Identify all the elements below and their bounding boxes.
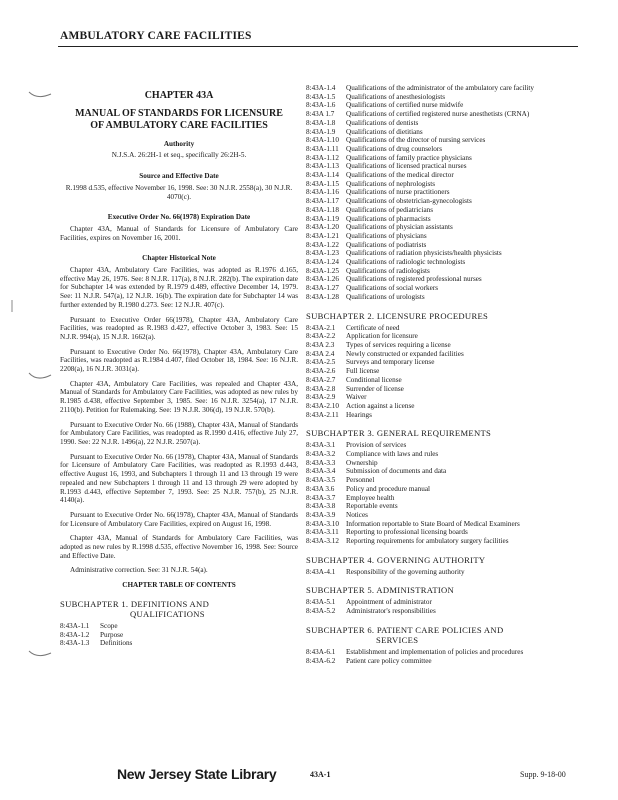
toc-entry <box>306 341 584 350</box>
chapter-title-line-1: MANUAL OF STANDARDS FOR LICENSURE <box>75 107 283 119</box>
chapter-number: CHAPTER 43A <box>144 90 214 101</box>
toc-entry <box>306 145 584 154</box>
section-number: 8:43A-1.9 <box>306 127 336 136</box>
section-number: 8:43A-3.9 <box>306 510 336 519</box>
toc-entry <box>306 528 584 537</box>
section-title: Action against a license <box>346 401 415 410</box>
history-heading: Chapter Historical Note <box>142 254 216 263</box>
toc-entry <box>306 206 584 215</box>
subchapter-4-heading: SUBCHAPTER 4. GOVERNING AUTHORITY <box>306 554 486 565</box>
running-header: AMBULATORY CARE FACILITIES <box>60 30 252 42</box>
toc-entry <box>306 367 584 376</box>
subchapter-5-list <box>306 598 584 615</box>
authority-text: N.J.S.A. 26:2H-1 et seq., specifically 26:2H-5. <box>111 151 247 160</box>
section-title: Employee health <box>346 493 395 502</box>
section-title: Certificate of need <box>346 323 400 332</box>
section-number: 8:43A-1.27 <box>306 284 339 293</box>
section-title: Patient care policy committee <box>346 656 432 665</box>
section-title: Purpose <box>100 630 124 639</box>
section-number: 8:43A-1.18 <box>306 205 339 214</box>
subchapter-3-list <box>306 441 584 545</box>
toc-entry <box>306 450 584 459</box>
toc-entry <box>306 171 584 180</box>
toc-entry <box>306 393 584 402</box>
toc-entry <box>306 385 584 394</box>
section-title: Full license <box>346 367 380 376</box>
section-number: 8:43A-2.10 <box>306 401 339 410</box>
section-title: Policy and procedure manual <box>346 484 431 493</box>
toc-entry <box>306 267 584 276</box>
subchapter-1-title-line-1: SUBCHAPTER 1. DEFINITIONS AND <box>60 598 210 609</box>
section-number: 8:43A-1.5 <box>306 92 336 101</box>
section-number: 8:43A-6.1 <box>306 647 336 656</box>
chapter-title <box>60 108 298 132</box>
exec-order-text: Chapter 43A, Manual of Standards for Licensure of Ambulatory Care Facilities, expires on November 16, 2001. <box>60 224 298 242</box>
section-number: 8:43A-6.2 <box>306 656 336 665</box>
section-number: 8:43A-1.6 <box>306 101 336 110</box>
section-title: Qualifications of radiologists <box>346 266 430 275</box>
toc-entry <box>306 101 584 110</box>
section-title: Qualifications of nephrologists <box>346 179 436 188</box>
toc-entry <box>306 232 584 241</box>
margin-mark-3 <box>27 370 53 384</box>
toc-entry <box>306 332 584 341</box>
section-title: Qualifications of physicians <box>346 231 427 240</box>
section-number: 8:43A-3.4 <box>306 467 336 476</box>
section-title: Qualifications of pharmacists <box>346 214 431 223</box>
subchapter-6-title-line-2: SERVICES <box>376 634 419 645</box>
subchapter-1-list-part-2 <box>306 84 584 302</box>
section-number: 8:43A-2.6 <box>306 367 336 376</box>
section-number: 8:43A-1.10 <box>306 136 339 145</box>
toc-entry <box>60 622 298 631</box>
subchapter-1-heading <box>60 599 298 619</box>
toc-entry <box>306 188 584 197</box>
history-paragraph: Pursuant to Executive Order No. 66 (1988), Chapter 43A, Manual of Standards for Ambulatory Care Facilities, was readopted as R.1990 d.416, effective July 27, 1990. See: 22 N.J.R. 1496(a), 22 N.J.R. 2507(a). <box>60 420 298 446</box>
margin-mark-4 <box>27 647 53 661</box>
section-number: 8:43A-4.1 <box>306 567 336 576</box>
section-title: Definitions <box>100 639 133 648</box>
toc-entry <box>306 350 584 359</box>
section-title: Hearings <box>346 410 372 419</box>
toc-entry <box>306 154 584 163</box>
toc-entry <box>306 128 584 137</box>
section-title: Notices <box>346 510 368 519</box>
section-number: 8:43A-1.15 <box>306 179 339 188</box>
section-number: 8:43A-1.12 <box>306 153 339 162</box>
section-number: 8:43A-1.1 <box>60 621 90 630</box>
toc-entry <box>306 293 584 302</box>
history-paragraph: Pursuant to Executive Order No. 66(1978), Chapter 43A, Manual of Standards for Licensure of Ambulatory Care Facilities, expired on August 16, 1998. <box>60 510 298 528</box>
toc-entry <box>306 324 584 333</box>
section-title: Qualifications of dietitians <box>346 127 423 136</box>
supplement-date: Supp. 9-18-00 <box>520 770 566 779</box>
left-column <box>60 84 298 648</box>
toc-entry <box>60 631 298 640</box>
section-title: Appointment of administrator <box>346 598 432 607</box>
section-title: Information reportable to State Board of Medical Examiners <box>346 519 520 528</box>
margin-mark-2 <box>9 298 15 314</box>
section-number: 8:43A-1.26 <box>306 275 339 284</box>
history-paragraph: Pursuant to Executive Order No. 66 (1978), Chapter 43A, Manual of Standards for Licensure of Ambulatory Care Facilities, was readopted as R.1993 d.443, effective August 16, 1993, and Subchapters 1 through 11 and 13 through 19 were repealed and new Subchapters 1 through 11 and 13 through 29 were adopted by R.1993 d.443, effective September 7, 1993. See: 25 N.J.R. 757(b), 25 N.J.R. 4140(a). <box>60 452 298 505</box>
section-title: Qualifications of anesthesiologists <box>346 92 446 101</box>
section-number: 8:43A-1.17 <box>306 197 339 206</box>
section-title: Application for licensure <box>346 332 418 341</box>
toc-heading: CHAPTER TABLE OF CONTENTS <box>122 581 236 590</box>
right-column <box>306 84 584 665</box>
toc-entry <box>306 568 584 577</box>
section-title: Personnel <box>346 476 375 485</box>
section-number: 8:43A-2.9 <box>306 393 336 402</box>
source-text: R.1998 d.535, effective November 16, 1998. See: 30 N.J.R. 2558(a), 30 N.J.R. 4070(c). <box>65 183 293 201</box>
section-number: 8:43A-3.1 <box>306 441 336 450</box>
section-title: Reportable events <box>346 502 398 511</box>
toc-entry <box>306 84 584 93</box>
toc-entry <box>306 502 584 511</box>
section-number: 8:43A-3.3 <box>306 458 336 467</box>
section-number: 8:43A-3.11 <box>306 528 339 537</box>
margin-mark-1 <box>27 88 53 102</box>
section-number: 8:43A-1.20 <box>306 223 339 232</box>
section-title: Provision of services <box>346 441 407 450</box>
section-number: 8:43A-2.5 <box>306 358 336 367</box>
section-title: Qualifications of social workers <box>346 284 439 293</box>
section-number: 8:43A-1.11 <box>306 144 339 153</box>
subchapter-1-list-part-1 <box>60 622 298 648</box>
subchapter-5-heading: SUBCHAPTER 5. ADMINISTRATION <box>306 585 455 596</box>
section-number: 8:43A-1.3 <box>60 639 90 648</box>
toc-entry <box>306 520 584 529</box>
section-number: 8:43A-2.7 <box>306 375 336 384</box>
section-title: Types of services requiring a license <box>346 340 451 349</box>
toc-entry <box>306 607 584 616</box>
chapter-title-line-2: OF AMBULATORY CARE FACILITIES <box>90 119 268 131</box>
section-title: Ownership <box>346 458 378 467</box>
toc-entry <box>306 441 584 450</box>
toc-entry <box>306 223 584 232</box>
toc-entry <box>306 648 584 657</box>
section-title: Responsibility of the governing authority <box>346 567 465 576</box>
section-title: Qualifications of certified registered nurse anesthetists (CRNA) <box>346 110 530 119</box>
section-number: 8:43A 2.3 <box>306 340 335 349</box>
section-title: Qualifications of family practice physicians <box>346 153 472 162</box>
section-title: Submission of documents and data <box>346 467 447 476</box>
page-number: 43A-1 <box>310 770 331 779</box>
section-number: 8:43A-1.25 <box>306 266 339 275</box>
header-rule <box>58 46 578 47</box>
toc-entry <box>306 459 584 468</box>
subchapter-4-list <box>306 568 584 577</box>
authority-heading: Authority <box>163 139 195 148</box>
toc-entry <box>306 241 584 250</box>
section-number: 8:43A-1.8 <box>306 118 336 127</box>
library-stamp: New Jersey State Library <box>117 766 277 782</box>
section-title: Qualifications of dentists <box>346 118 419 127</box>
toc-entry <box>306 402 584 411</box>
admin-correction: Administrative correction. See: 31 N.J.R. 54(a). <box>70 566 208 575</box>
toc-entry <box>306 249 584 258</box>
section-number: 8:43A 3.6 <box>306 484 335 493</box>
section-number: 8:43A-3.10 <box>306 519 339 528</box>
section-number: 8:43A-3.5 <box>306 476 336 485</box>
section-title: Administrator's responsibilities <box>346 607 436 616</box>
history-paragraph: Pursuant to Executive Order No. 66(1978), Chapter 43A, Ambulatory Care Facilities, was readopted as R.1984 d.407, filed October 18, 1984. See: 16 N.J.R. 2208(a), 16 N.J.R. 3031(a). <box>60 347 298 374</box>
section-number: 8:43A-1.19 <box>306 214 339 223</box>
toc-entry <box>306 467 584 476</box>
section-title: Qualifications of radiologic technologists <box>346 258 466 267</box>
section-title: Surrender of license <box>346 384 404 393</box>
section-title: Compliance with laws and rules <box>346 450 439 459</box>
section-title: Newly constructed or expanded facilities <box>346 349 464 358</box>
section-title: Qualifications of the medical director <box>346 171 454 180</box>
toc-entry <box>306 411 584 420</box>
section-number: 8:43A-5.2 <box>306 607 336 616</box>
toc-entry <box>306 537 584 546</box>
section-number: 8:43A-1.22 <box>306 240 339 249</box>
subchapter-6-title-line-1: SUBCHAPTER 6. PATIENT CARE POLICIES AND <box>306 624 504 635</box>
toc-entry <box>306 136 584 145</box>
toc-entry <box>306 476 584 485</box>
section-number: 8:43A-1.16 <box>306 188 339 197</box>
section-title: Qualifications of podiatrists <box>346 240 427 249</box>
toc-entry <box>306 485 584 494</box>
exec-order-heading: Executive Order No. 66(1978) Expiration Date <box>107 213 251 222</box>
section-title: Qualifications of urologists <box>346 292 425 301</box>
section-title: Qualifications of nurse practitioners <box>346 188 450 197</box>
section-title: Qualifications of obstetrician-gynecologists <box>346 197 472 206</box>
section-number: 8:43A-2.1 <box>306 323 336 332</box>
toc-entry <box>306 180 584 189</box>
section-number: 8:43A-2.2 <box>306 332 336 341</box>
toc-entry <box>306 162 584 171</box>
toc-entry <box>306 119 584 128</box>
section-number: 8:43A-2.8 <box>306 384 336 393</box>
section-title: Reporting requirements for ambulatory surgery facilities <box>346 537 509 546</box>
toc-entry <box>306 376 584 385</box>
section-title: Waiver <box>346 393 367 402</box>
section-number: 8:43A 1.7 <box>306 110 335 119</box>
toc-entry <box>306 93 584 102</box>
toc-entry <box>306 358 584 367</box>
toc-entry <box>306 494 584 503</box>
toc-entry <box>306 657 584 666</box>
subchapter-1-title-line-2: QUALIFICATIONS <box>130 608 205 619</box>
section-number: 8:43A-1.2 <box>60 630 90 639</box>
toc-entry <box>306 275 584 284</box>
section-title: Conditional license <box>346 375 402 384</box>
subchapter-2-heading: SUBCHAPTER 2. LICENSURE PROCEDURES <box>306 310 489 321</box>
section-number: 8:43A-1.23 <box>306 249 339 258</box>
section-title: Qualifications of registered professional nurses <box>346 275 482 284</box>
toc-entry <box>306 110 584 119</box>
section-title: Qualifications of pediatricians <box>346 205 434 214</box>
history-paragraph: Chapter 43A, Ambulatory Care Facilities, was repealed and Chapter 43A, Manual of Standards for Ambulatory Care Facilities, was adopted as new rules by R.1985 d.438, effective September 3, 1985. See: 16 N.J.R. 3254(a), 17 N.J.R. 2110(b). Petition for Rulemaking. See: 19 N.J.R. 306(d), 19 N.J.R. 570(b). <box>60 379 298 414</box>
toc-entry <box>60 639 298 648</box>
toc-entry <box>306 258 584 267</box>
section-number: 8:43A-1.21 <box>306 231 339 240</box>
section-number: 8:43A-5.1 <box>306 598 336 607</box>
history-paragraph: Chapter 43A, Ambulatory Care Facilities, was adopted as R.1976 d.165, effective May 26, 1976. See: 8 N.J.R. 117(a), 8 N.J.R. 282(b). The expiration date for Subchapter 14 was extended by R.1979 d.489, effective December 14, 1979. See: 11 N.J.R. 547(a), 12 N.J.R. 16(b). The expiration date for Subchapter 14 was further extended by R.1980 d.273. See: 12 N.J.R. 407(c). <box>60 266 298 309</box>
section-title: Qualifications of certified nurse midwife <box>346 101 464 110</box>
toc-entry <box>306 215 584 224</box>
section-title: Surveys and temporary license <box>346 358 435 367</box>
section-number: 8:43A-1.28 <box>306 292 339 301</box>
subchapter-6-list <box>306 648 584 665</box>
section-title: Qualifications of the director of nursing services <box>346 136 486 145</box>
toc-entry <box>306 197 584 206</box>
section-number: 8:43A-3.12 <box>306 537 339 546</box>
subchapter-2-list <box>306 324 584 420</box>
section-title: Scope <box>100 621 118 630</box>
section-title: Reporting to professional licensing boards <box>346 528 468 537</box>
source-heading: Source and Effective Date <box>139 172 219 181</box>
section-number: 8:43A 2.4 <box>306 349 335 358</box>
toc-entry <box>306 598 584 607</box>
subchapter-6-heading <box>306 625 584 645</box>
history-paragraph: Pursuant to Executive Order 66(1978), Chapter 43A, Ambulatory Care Facilities, was readopted as R.1983 d.427, effective October 3, 1983. See: 15 N.J.R. 994(a), 15 N.J.R. 1662(a). <box>60 315 298 341</box>
history-paragraph: Chapter 43A, Manual of Standards for Ambulatory Care Facilities, was adopted as new rules by R.1998 d.535, effective November 16, 1998. See: Source and Effective Date. <box>60 534 298 560</box>
section-title: Qualifications of physician assistants <box>346 223 453 232</box>
section-title: Qualifications of radiation physicists/health physicists <box>346 249 502 258</box>
section-number: 8:43A-1.24 <box>306 258 339 267</box>
section-number: 8:43A-1.4 <box>306 84 336 92</box>
section-number: 8:43A-2.11 <box>306 410 339 419</box>
section-number: 8:43A-3.7 <box>306 493 336 502</box>
section-title: Qualifications of drug counselors <box>346 144 443 153</box>
subchapter-3-heading: SUBCHAPTER 3. GENERAL REQUIREMENTS <box>306 428 492 439</box>
toc-entry <box>306 511 584 520</box>
toc-entry <box>306 284 584 293</box>
section-title: Qualifications of licensed practical nurses <box>346 162 467 171</box>
section-number: 8:43A-1.13 <box>306 162 339 171</box>
section-number: 8:43A-1.14 <box>306 171 339 180</box>
section-number: 8:43A-3.8 <box>306 502 336 511</box>
section-number: 8:43A-3.2 <box>306 450 336 459</box>
section-title: Establishment and implementation of policies and procedures <box>346 647 524 656</box>
section-title: Qualifications of the administrator of the ambulatory care facility <box>346 84 535 92</box>
